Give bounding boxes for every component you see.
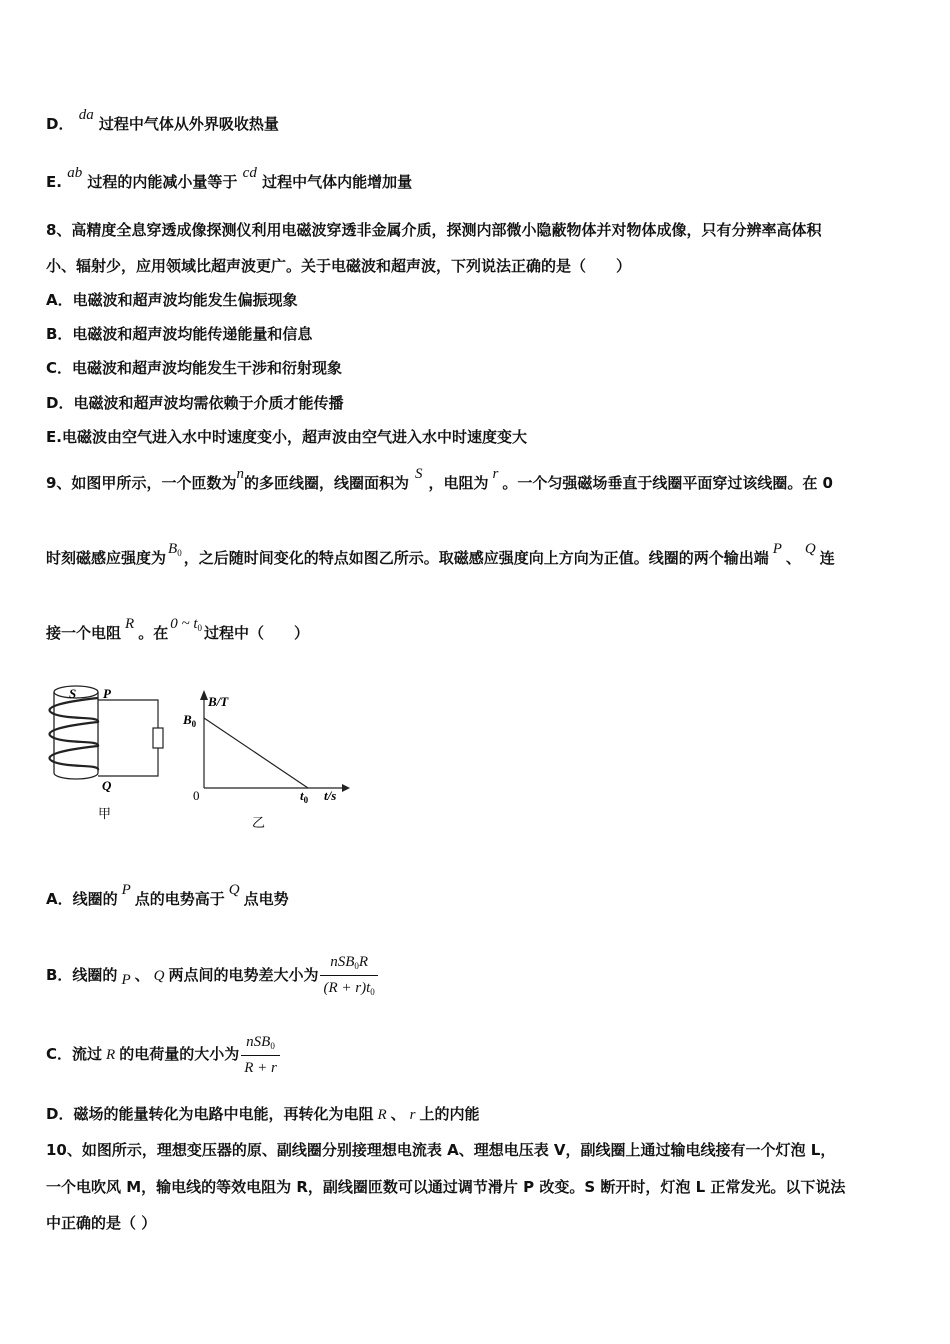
math-p: P bbox=[772, 541, 782, 557]
q9-stem-line-2 bbox=[46, 541, 835, 570]
text: 两点间的电势差大小为 bbox=[168, 966, 319, 984]
math-p: P bbox=[121, 882, 131, 898]
option-letter: D． bbox=[46, 115, 74, 133]
q8-option-a: A．电磁波和超声波均能发生偏振现象 bbox=[46, 291, 298, 309]
num-main: nSB bbox=[330, 954, 355, 970]
math-q: Q bbox=[153, 968, 165, 984]
text: C．流过 bbox=[46, 1045, 103, 1063]
math-ab: ab bbox=[67, 165, 83, 181]
num-sub: 0 bbox=[354, 961, 359, 971]
q9-stem-line-3 bbox=[46, 616, 310, 645]
text: 连 bbox=[819, 549, 835, 567]
math-b0 bbox=[168, 541, 182, 557]
math-range bbox=[170, 616, 202, 632]
q9-option-a bbox=[46, 882, 289, 910]
den-main: (R + r)t bbox=[323, 980, 371, 996]
text: 、 bbox=[785, 549, 801, 567]
text: B．线圈的 bbox=[46, 966, 118, 984]
option-text: 过程中气体从外界吸收热量 bbox=[98, 115, 279, 133]
math-s: S bbox=[414, 466, 423, 482]
text: 点电势 bbox=[243, 890, 289, 908]
math-cd: cd bbox=[242, 165, 257, 181]
range-text: 0 ~ t bbox=[170, 616, 198, 632]
text: ，电阻为 bbox=[428, 474, 489, 492]
resistor-symbol bbox=[153, 728, 163, 748]
q10-stem-line-1: 10、如图所示，理想变压器的原、副线圈分别接理想电流表 A、理想电压表 V，副线圈上通过输电线接有一个灯泡 L， bbox=[46, 1141, 836, 1159]
coil-label-p: P bbox=[103, 686, 111, 701]
fraction-potential-diff bbox=[320, 952, 377, 999]
text: 接一个电阻 bbox=[46, 624, 122, 642]
q8-stem-line-1: 8、高精度全息穿透成像探测仪利用电磁波穿透非金属介质，探测内部微小隐蔽物体并对物体成像，只有分辨率高体积 bbox=[46, 221, 822, 239]
math-q: Q bbox=[804, 541, 816, 557]
q8-option-d: D．电磁波和超声波均需依赖于介质才能传播 bbox=[46, 394, 344, 412]
b0-main: B bbox=[183, 712, 192, 727]
text: 过程中（ ） bbox=[204, 624, 310, 642]
text: 。一个匀强磁场垂直于线圈平面穿过该线圈。在 0 bbox=[502, 474, 833, 492]
b0-sub: 0 bbox=[191, 719, 197, 729]
t0-sub: 0 bbox=[303, 795, 309, 805]
fraction-numerator bbox=[241, 1032, 280, 1056]
den-sub: 0 bbox=[370, 987, 375, 997]
fraction-numerator bbox=[320, 952, 377, 976]
math-r-resistor: R bbox=[125, 616, 135, 632]
num-sub: 0 bbox=[270, 1040, 275, 1051]
q9-option-b bbox=[46, 945, 378, 1006]
q9-option-d bbox=[46, 1104, 480, 1125]
num-r: R bbox=[358, 954, 369, 970]
option-text: 过程的内能减小量等于 bbox=[87, 173, 238, 191]
num-main: nSB bbox=[246, 1033, 271, 1050]
x-axis-arrow bbox=[342, 784, 350, 792]
math-p: P bbox=[121, 972, 131, 988]
b0-label bbox=[182, 712, 197, 729]
q7-option-d bbox=[46, 107, 279, 135]
b-line bbox=[204, 718, 308, 788]
math-n: n bbox=[236, 466, 244, 482]
x-axis-label: t/s bbox=[324, 788, 337, 803]
bt-graph bbox=[182, 690, 350, 830]
subscript: 0 bbox=[197, 623, 202, 633]
text: 、 bbox=[134, 966, 150, 984]
q8-option-b: B．电磁波和超声波均能传递能量和信息 bbox=[46, 325, 313, 343]
text: 的电荷量的大小为 bbox=[119, 1045, 240, 1063]
q9-figure bbox=[40, 676, 360, 836]
t0-main: t bbox=[300, 788, 304, 803]
math-da: da bbox=[78, 107, 94, 123]
q8-stem-line-2: 小、辐射少，应用领域比超声波更广。关于电磁波和超声波，下列说法正确的是（ ） bbox=[46, 257, 632, 275]
text: 、 bbox=[390, 1105, 406, 1123]
text: 。在 bbox=[138, 624, 169, 642]
text: 点的电势高于 bbox=[134, 890, 225, 908]
fraction-denominator bbox=[320, 976, 377, 999]
text: D．磁场的能量转化为电路中电能，再转化为电阻 bbox=[46, 1105, 374, 1123]
math-q: Q bbox=[228, 882, 240, 898]
q8-option-c: C．电磁波和超声波均能发生干涉和衍射现象 bbox=[46, 359, 343, 377]
option-text: 过程中气体内能增加量 bbox=[262, 173, 413, 191]
figure-label-jia: 甲 bbox=[98, 806, 112, 821]
q8-option-e: E.电磁波由空气进入水中时速度变小，超声波由空气进入水中时速度变大 bbox=[46, 428, 527, 446]
coil-diagram bbox=[50, 686, 163, 821]
text: ，之后随时间变化的特点如图乙所示。取磁感应强度向上方向为正值。线圈的两个输出端 bbox=[183, 549, 769, 567]
math-r-resistor: R bbox=[377, 1107, 387, 1123]
y-axis-arrow bbox=[200, 690, 208, 700]
text: 上的内能 bbox=[419, 1105, 480, 1123]
text: 9、如图甲所示，一个匝数为 bbox=[46, 474, 237, 492]
q7-option-e bbox=[46, 165, 413, 193]
coil-label-q: Q bbox=[102, 778, 112, 793]
text: A．线圈的 bbox=[46, 890, 118, 908]
q9-option-c bbox=[46, 1024, 280, 1085]
text: 的多匝线圈，线圈面积为 bbox=[243, 474, 409, 492]
q10-stem-line-3: 中正确的是（ ） bbox=[46, 1214, 157, 1232]
math-r: r bbox=[409, 1107, 416, 1123]
q9-stem-line-1 bbox=[46, 466, 833, 494]
origin-label: 0 bbox=[193, 788, 200, 803]
t0-label bbox=[300, 788, 309, 805]
subscript: 0 bbox=[177, 548, 182, 558]
math-r: r bbox=[492, 466, 499, 482]
figure-label-yi: 乙 bbox=[252, 815, 266, 830]
option-letter: E. bbox=[46, 173, 62, 191]
y-axis-label: B/T bbox=[208, 694, 229, 709]
math-b: B bbox=[168, 541, 178, 557]
math-r-resistor: R bbox=[106, 1047, 116, 1063]
fraction-charge bbox=[241, 1032, 280, 1078]
fraction-denominator: R + r bbox=[244, 1059, 277, 1076]
q10-stem-line-2: 一个电吹风 M，输电线的等效电阻为 R，副线圈匝数可以通过调节滑片 P 改变。S 断开时，灯泡 L 正常发光。以下说法 bbox=[46, 1178, 846, 1196]
text: 时刻磁感应强度为 bbox=[46, 549, 167, 567]
coil-label-s: S bbox=[69, 686, 77, 701]
